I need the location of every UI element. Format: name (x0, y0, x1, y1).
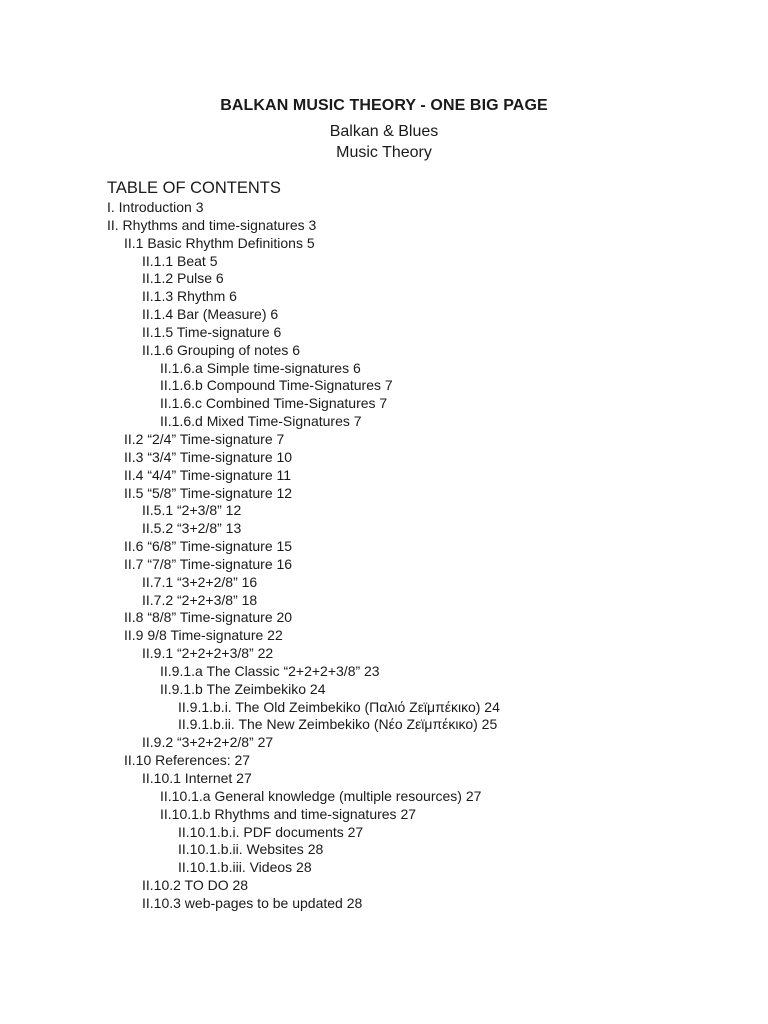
toc-entry[interactable]: II.10.1.b.iii. Videos 28 (178, 859, 312, 876)
toc-entry[interactable]: II.1.6 Grouping of notes 6 (142, 341, 300, 358)
toc-entry[interactable]: II.1.4 Bar (Measure) 6 (142, 306, 279, 323)
toc-entry[interactable]: II.1.1 Beat 5 (142, 252, 218, 269)
subtitle-line-2: Music Theory (336, 144, 432, 161)
toc-entry[interactable]: II.9.1.a The Classic “2+2+2+3/8” 23 (160, 662, 380, 679)
toc-entry[interactable]: II.6 “6/8” Time-signature 15 (124, 538, 293, 555)
toc-entry[interactable]: II.5.1 “2+3/8” 12 (142, 502, 242, 519)
toc-entry[interactable]: II.1.2 Pulse 6 (142, 270, 224, 287)
toc-entry[interactable]: II.9.1 “2+2+2+3/8” 22 (142, 645, 274, 662)
subtitle-line-1: Balkan & Blues (329, 123, 439, 140)
toc-entry[interactable]: II.9.1.b.ii. The New Zeimbekiko (Νέο Ζεϊμπέκικο) 25 (178, 716, 498, 733)
toc-entry[interactable]: II.1.5 Time-signature 6 (142, 323, 282, 340)
toc-entry[interactable]: II.1.6.b Compound Time-Signatures 7 (160, 377, 393, 394)
toc-entry[interactable]: II.1.6.d Mixed Time-Signatures 7 (160, 413, 362, 430)
toc-entry[interactable]: II.8 “8/8” Time-signature 20 (124, 609, 293, 626)
document-title: BALKAN MUSIC THEORY - ONE BIG PAGE (220, 97, 548, 114)
toc-entry[interactable]: II.10.1 Internet 27 (142, 770, 252, 786)
toc-entry[interactable]: II.9 9/8 Time-signature 22 (124, 627, 283, 644)
toc-entry[interactable]: II.10.1.a General knowledge (multiple resources) 27 (160, 787, 482, 804)
toc-entry[interactable]: II.10.2 TO DO 28 (142, 877, 249, 894)
toc-entry[interactable]: II.1.6.c Combined Time-Signatures 7 (160, 395, 388, 412)
toc-entry[interactable]: II.3 “3/4” Time-signature 10 (124, 448, 293, 465)
toc-entry[interactable]: II.5.2 “3+2/8” 13 (142, 520, 242, 537)
table-of-contents (107, 199, 500, 913)
toc-entry[interactable]: II.1 Basic Rhythm Definitions 5 (124, 234, 315, 251)
toc-entry[interactable]: II.10.1.b Rhythms and time-signatures 27 (160, 805, 417, 822)
toc-entry[interactable]: II.7.1 “3+2+2/8” 16 (142, 573, 258, 590)
toc-entry[interactable]: II.10.1.b.ii. Websites 28 (178, 841, 324, 858)
toc-entry[interactable]: II.5 “5/8” Time-signature 12 (124, 484, 293, 501)
toc-entry[interactable]: II.7.2 “2+2+3/8” 18 (142, 591, 258, 608)
toc-entry[interactable]: II.1.6.a Simple time-signatures 6 (160, 359, 361, 376)
toc-entry[interactable]: I. Introduction 3 (107, 199, 204, 215)
toc-entry[interactable]: II.7 “7/8” Time-signature 16 (124, 555, 293, 572)
toc-entry[interactable]: II.4 “4/4” Time-signature 11 (124, 466, 292, 483)
toc-entry[interactable]: II.9.2 “3+2+2+2/8” 27 (142, 734, 274, 751)
toc-entry[interactable]: II.10.1.b.i. PDF documents 27 (178, 823, 364, 840)
toc-entry[interactable]: II.9.1.b.i. The Old Zeimbekiko (Παλιό Ζεϊμπέκικο) 24 (178, 698, 500, 715)
toc-entry[interactable]: II.2 “2/4” Time-signature 7 (124, 430, 285, 447)
toc-heading: TABLE OF CONTENTS (107, 179, 281, 197)
toc-entry[interactable]: II.10 References: 27 (124, 752, 251, 769)
toc-entry[interactable]: II.10.3 web-pages to be updated 28 (142, 894, 363, 911)
toc-entry[interactable]: II. Rhythms and time-signatures 3 (107, 216, 317, 233)
toc-entry[interactable]: II.9.1.b The Zeimbekiko 24 (160, 680, 326, 697)
toc-entry[interactable]: II.1.3 Rhythm 6 (142, 288, 237, 305)
